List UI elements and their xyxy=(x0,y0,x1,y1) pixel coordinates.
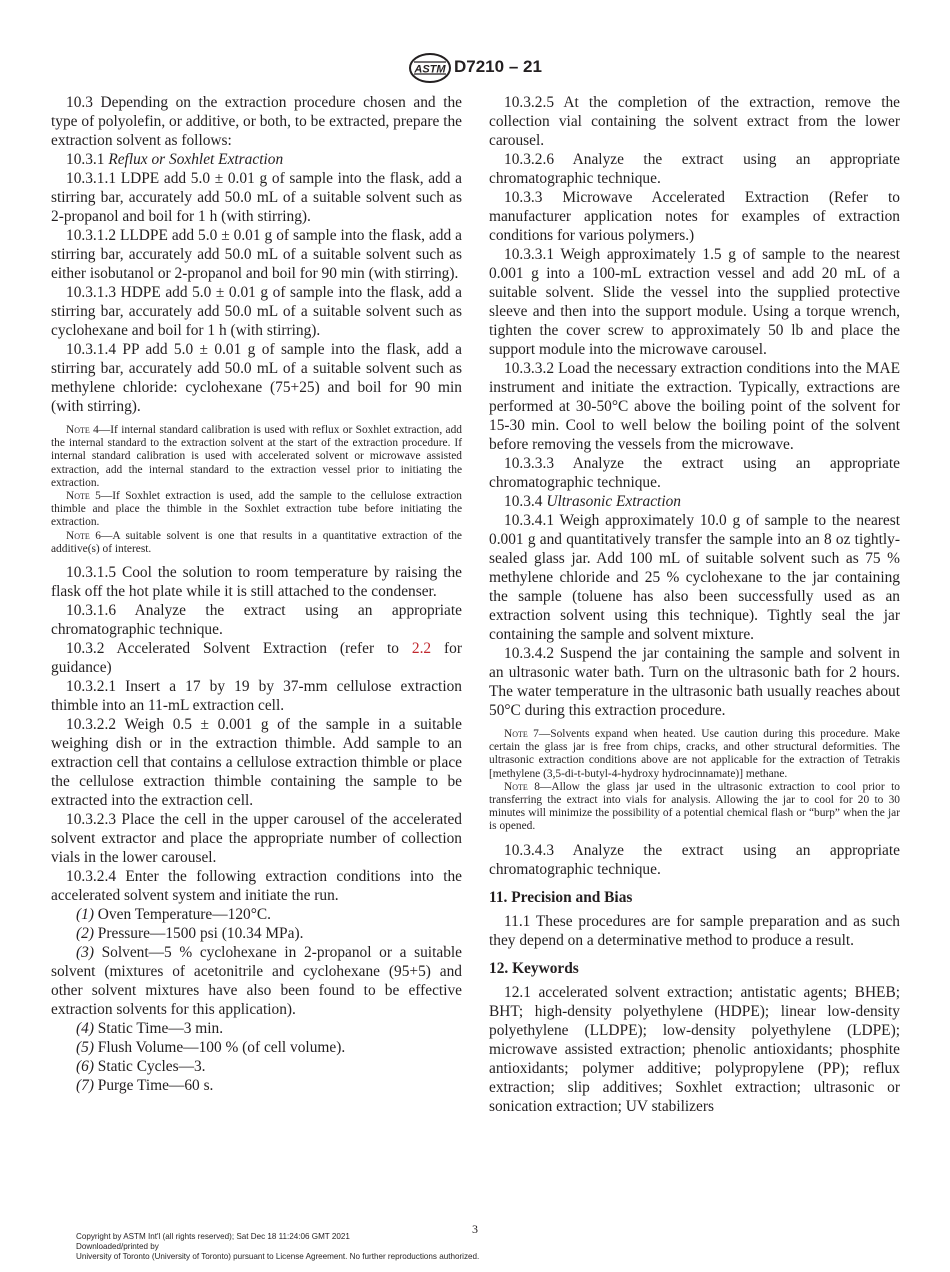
copyright-footer xyxy=(76,1232,479,1262)
paragraph-10-3-3-3: 10.3.3.3 Analyze the extract using an appropriate chromatographic technique. xyxy=(489,455,900,491)
note-6: Note 6—A suitable solvent is one that results in a quantitative extraction of the additive(s) of interest. xyxy=(51,529,462,555)
note-5: Note 5—If Soxhlet extraction is used, add the sample to the cellulose extraction thimble and place the thimble in the Soxhlet extraction tube before initiating the extraction. xyxy=(51,490,462,529)
heading-10-3-3: 10.3.3 Microwave Accelerated Extraction (Refer to manufacturer application notes for examples of extraction conditions for various polymers.) xyxy=(489,189,900,244)
paragraph-10-3: 10.3 Depending on the extraction procedure chosen and the type of polyolefin, or additive, or both, to be extracted, prepare the extraction solvent as follows: xyxy=(51,94,462,149)
paragraph-10-3-3-1: 10.3.3.1 Weigh approximately 1.5 g of sample to the nearest 0.001 g into a 100-mL extraction vessel and add 20 mL of a suitable solvent. Slide the vessel into the supplied protective sleeve and then into the support module. Using a torque wrench, tighten the cover screw to approximately 50 lb and place the support module into the microwave carousel. xyxy=(489,246,900,358)
paragraph-10-3-2-5: 10.3.2.5 At the completion of the extraction, remove the collection vial containing the solvent extract from the lower carousel. xyxy=(489,94,900,149)
heading-10-3-2: 10.3.2 Accelerated Solvent Extraction (refer to 2.2 for guidance) xyxy=(51,640,463,677)
right-column xyxy=(489,93,900,1116)
heading-10-3-1: 10.3.1 Reflux or Soxhlet Extraction xyxy=(66,151,284,168)
condition-item: (7) Purge Time—60 s. xyxy=(76,1077,214,1095)
page-header xyxy=(0,52,950,86)
page-number: 3 xyxy=(472,1222,478,1236)
condition-item: (4) Static Time—3 min. xyxy=(76,1020,224,1038)
condition-item: (1) Oven Temperature—120°C. xyxy=(76,906,271,924)
heading-10-3-4: 10.3.4 Ultrasonic Extraction xyxy=(504,493,681,510)
condition-item: (5) Flush Volume—100 % (of cell volume). xyxy=(76,1039,346,1057)
footer-copyright-line: Copyright by ASTM Int'l (all rights reserved); Sat Dec 18 11:24:06 GMT 2021 xyxy=(76,1232,350,1241)
paragraph-10-3-2-4: 10.3.2.4 Enter the following extraction conditions into the accelerated solvent system and initiate the run. xyxy=(51,868,462,905)
paragraph-12-1: 12.1 accelerated solvent extraction; antistatic agents; BHEB; BHT; high-density polyethylene (HDPE); linear low-density polyethylene (LLDPE); low-density polyethylene (LDPE); microwave assisted extraction; phenolic antioxidants; phosphite antioxidants; polymer additive; polypropylene (PP); reflux extraction; slip additives; Soxhlet extraction; ultrasonic or sonication extraction; UV stabilizers xyxy=(489,983,900,1115)
paragraph-10-3-3-2: 10.3.3.2 Load the necessary extraction conditions into the MAE instrument and initiate the extraction. Typically, extractions are performed at 30-50°C above the boiling point of the solvent for 15-30 min. Cool to well below the boiling point of the solvent before removing the vessels from the microwave. xyxy=(489,360,900,453)
paragraph-10-3-4-1: 10.3.4.1 Weigh approximately 10.0 g of sample to the nearest 0.001 g and quantitatively transfer the sample into an 8 oz tightly-sealed glass jar. Add 100 mL of suitable solvent such as 75 % methylene chloride and 25 % cyclohexane to the jar containing the sample (toluene has also been successfully used as an extraction solvent using this technique). Tightly seal the jar containing the sample and solvent mixture. xyxy=(489,512,900,643)
paragraph-10-3-2-1: 10.3.2.1 Insert a 17 by 19 by 37-mm cellulose extraction thimble into an 11-mL extraction cell. xyxy=(51,678,462,715)
condition-item: (3) Solvent—5 % cyclohexane in 2-propanol or a suitable solvent (mixtures of acetonitrile and cyclohexane (95+5) and other solvent mixtures have also been found to be effective extraction solvents for this application). xyxy=(51,944,462,1019)
condition-item: (2) Pressure—1500 psi (10.34 MPa). xyxy=(76,925,304,943)
paragraph-10-3-1-3: 10.3.1.3 HDPE add 5.0 ± 0.01 g of sample into the flask, add a stirring bar, accurately add 50.0 mL of a suitable solvent such as cyclohexane and boil for 1 h (with stirring). xyxy=(51,284,462,339)
condition-item: (6) Static Cycles—3. xyxy=(76,1058,206,1076)
left-column xyxy=(51,93,462,1095)
paragraph-10-3-2-2: 10.3.2.2 Weigh 0.5 ± 0.001 g of the sample in a suitable weighing dish or in the extraction thimble. Add sample to an extraction cell that contains a cellulose extraction thimble or place the cellulose extraction thimble containing the sample to be extracted into the extraction cell. xyxy=(51,716,462,810)
svg-text:ASTM: ASTM xyxy=(414,63,446,76)
paragraph-10-3-2-6: 10.3.2.6 Analyze the extract using an appropriate chromatographic technique. xyxy=(489,151,900,187)
paragraph-10-3-1-6: 10.3.1.6 Analyze the extract using an appropriate chromatographic technique. xyxy=(51,602,462,639)
paragraph-10-3-4-2: 10.3.4.2 Suspend the jar containing the sample and solvent in an ultrasonic water bath. Turn on the ultrasonic bath for 2 hours. The water temperature in the ultrasonic bath usually reaches about 50°C during this extraction procedure. xyxy=(489,645,900,719)
astm-logo-icon xyxy=(408,52,452,84)
note-8: Note 8—Allow the glass jar used in the ultrasonic extraction to cool prior to transferring the extract into vials for analysis. Allowing the jar to cool for 20 to 30 minutes will minimize the possibility of a potential chemical flash or “burp” when the jar is opened. xyxy=(489,780,900,833)
footer-license-line: University of Toronto (University of Toronto) pursuant to License Agreement. No further reproductions authorized. xyxy=(76,1252,480,1261)
paragraph-11-1: 11.1 These procedures are for sample preparation and as such they depend on a determinative method to produce a result. xyxy=(489,912,900,949)
section-heading-12: 12. Keywords xyxy=(489,959,579,977)
paragraph-10-3-1-2: 10.3.1.2 LLDPE add 5.0 ± 0.01 g of sample into the flask, add a stirring bar, accurately add 50.0 mL of a suitable solvent such as either isobutanol or 2-propanol and boil for 90 min (with stirring). xyxy=(51,227,462,282)
paragraph-10-3-2-3: 10.3.2.3 Place the cell in the upper carousel of the accelerated solvent extractor and place the appropriate number of collection vials in the lower carousel. xyxy=(51,811,462,867)
paragraph-10-3-1-1: 10.3.1.1 LDPE add 5.0 ± 0.01 g of sample into the flask, add a stirring bar, accurately add 50.0 mL of a suitable solvent such as 2-propanol and boil for 1 h (with stirring). xyxy=(51,170,462,225)
standard-designation: D7210 – 21 xyxy=(454,57,542,76)
paragraph-10-3-4-3: 10.3.4.3 Analyze the extract using an appropriate chromatographic technique. xyxy=(489,841,900,878)
paragraph-10-3-1-5: 10.3.1.5 Cool the solution to room temperature by raising the flask off the hot plate while it is still attached to the condenser. xyxy=(51,564,462,601)
section-heading-11: 11. Precision and Bias xyxy=(489,888,633,906)
paragraph-10-3-1-4: 10.3.1.4 PP add 5.0 ± 0.01 g of sample into the flask, add a stirring bar, accurately add 50.0 mL of a suitable solvent such as methylene chloride: cyclohexane (75+25) and boil for 90 min (with stirring). xyxy=(51,341,462,415)
footer-downloaded-line: Downloaded/printed by xyxy=(76,1242,159,1251)
note-4: Note 4—If internal standard calibration is used with reflux or Soxhlet extraction, add the internal standard to the extraction solvent at the start of the extraction procedure. If internal standard calibration is used with accelerated solvent or microwave assisted extraction, add the internal standard to the extraction vessel prior to initiating the extraction. xyxy=(51,424,462,489)
note-7: Note 7—Solvents expand when heated. Use caution during this procedure. Make certain the glass jar is free from chips, cracks, and other structural deformities. The ultrasonic extraction conditions above are not applicable for the extraction of Tetrakis [methylene (3,5-di-t-butyl-4-hydroxy hydrocinnamate)] methane. xyxy=(489,728,900,780)
section-link-2-2[interactable]: 2.2 xyxy=(411,640,432,658)
